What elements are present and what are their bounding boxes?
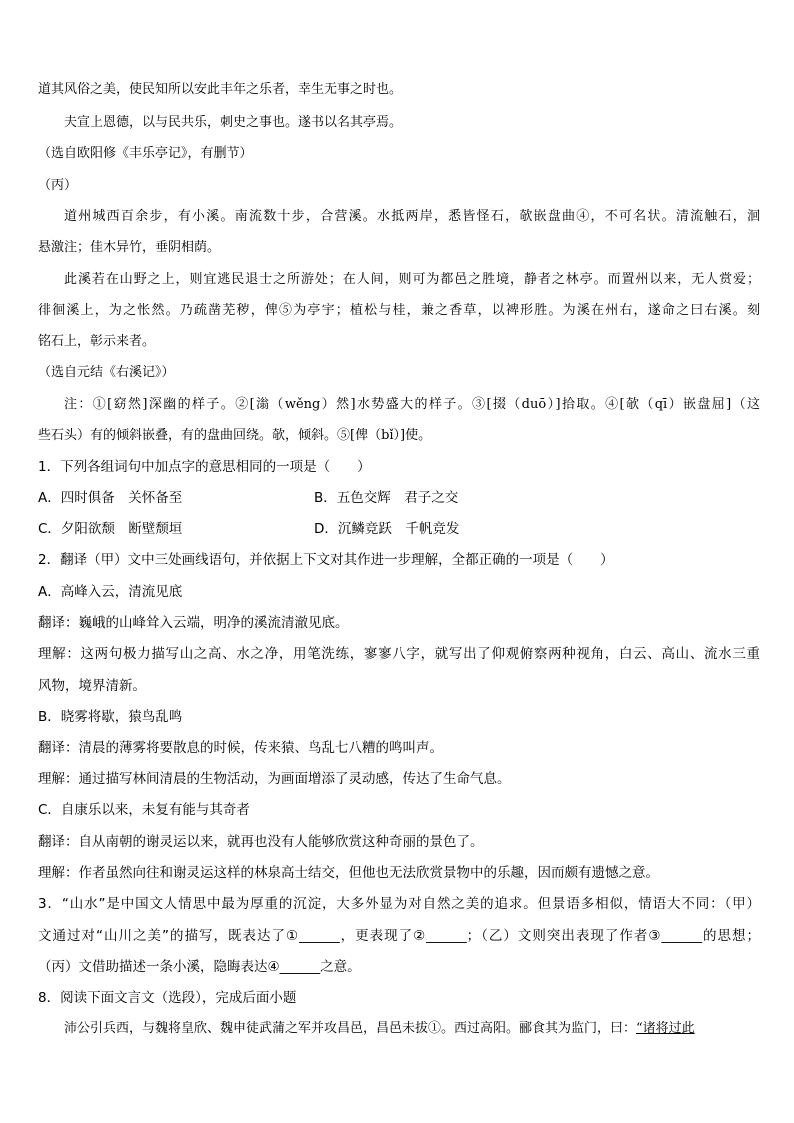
option-c-heading: C．自康乐以来，未复有能与其奇者: [38, 802, 250, 818]
translation-line: 翻译：自从南朝的谢灵运以来，就再也没有人能够欣赏这种奇丽的景色了。: [38, 834, 484, 850]
understanding-line: 理解：作者虽然向往和谢灵运这样的林泉高士结交，但他也无法欣赏景物中的乐趣，因而颇有遗憾之意。: [38, 865, 659, 881]
option-c: C．夕阳欲颓 断壁颓垣: [38, 521, 183, 537]
annotation-line: 些石头）有的倾斜嵌叠，有的盘曲回绕。欹，倾斜。⑤[俾（bǐ）]使。: [38, 428, 432, 443]
section-label: （丙）: [38, 178, 78, 193]
question-2: 2．翻译（甲）文中三处画线语句，并依据上下文对其作进一步理解，全都正确的一项是（ ）: [38, 552, 614, 568]
source-citation: （选自元结《右溪记》）: [38, 365, 175, 380]
translation-line: 翻译：巍峨的山峰耸入云端，明净的溪流清澈见底。: [38, 615, 349, 631]
understanding-line: 风物，境界清新。: [38, 678, 146, 694]
understanding-line: 理解：这两句极力描写山之高、水之净，用笔洗练，寥寥八字，就写出了仰观俯察两种视角，白云、高山、流水三重: [38, 646, 760, 662]
text-line: 此溪若在山野之上，则宜逃民退士之所游处；在人间，则可为都邑之胜境，静者之林亭。而置州以来，无人赏爱；: [64, 272, 760, 287]
understanding-line: 理解：通过描写林间清晨的生物活动，为画面增添了灵动感，传达了生命气息。: [38, 771, 511, 787]
question-3-line: 文通过对“山川之美”的描写，既表达了①______，更表现了②______；（乙）文则突出表现了作者③______的思想；: [38, 928, 760, 944]
text-line: 悬激注；佳木异竹，垂阴相荫。: [38, 240, 221, 255]
option-a: A．四时俱备 关怀备至: [38, 490, 183, 506]
annotation-line: 注：①[窈然]深幽的样子。②[滃（wěng）然]水势盛大的样子。③[掇（duō）]拾取。④[欹（qī）嵌盘屈]（这: [64, 397, 760, 412]
question-3: 3．“山水”是中国文人情思中最为厚重的沉淀，大多外显为对自然之美的追求。但景语多相似，情语大不同：（甲）: [38, 896, 760, 912]
option-a-heading: A．高峰入云，清流见底: [38, 584, 183, 600]
text-line: 道州城西百余步，有小溪。南流数十步，合营溪。水抵两岸，悉皆怪石，欹嵌盘曲④，不可名状。清流触石，洄: [64, 209, 760, 224]
text-line: 道其风俗之美，使民知所以安此丰年之乐者，幸生无事之时也。: [38, 82, 403, 97]
question-3-line: （丙）文借助描述一条小溪，隐晦表达④______之意。: [38, 959, 361, 975]
option-b: B．五色交辉 君子之交: [314, 490, 459, 506]
passage-text: 沛公引兵西，与魏将皇欣、魏申徒武蒲之军并攻昌邑，昌邑未拔①。西过高阳。郦食其为监门，曰：: [64, 1021, 637, 1036]
translation-line: 翻译：清晨的薄雾将要散息的时候，传来猿、鸟乱七八糟的鸣叫声。: [38, 740, 443, 756]
text-line: 夫宣上恩德，以与民共乐，刺史之事也。遂书以名其亭焉。: [64, 115, 403, 130]
options-row-2: [38, 520, 760, 538]
question-1: 1．下列各组词句中加点字的意思相同的一项是（ ）: [38, 459, 371, 475]
option-d: D．沉鳞竞跃 千帆竞发: [314, 521, 460, 537]
option-b-heading: B．晓雾将歇，猿鸟乱鸣: [38, 709, 183, 725]
question-8: 8．阅读下面文言文（选段），完成后面小题: [38, 990, 297, 1006]
text-line: 徘徊溪上，为之怅然。乃疏凿芜秽，俾⑤为亭宇；植松与桂，兼之香草，以裨形胜。为溪在州右，遂命之曰右溪。刻: [38, 303, 760, 318]
text-line: [64, 1020, 760, 1038]
underlined-quote: “诸将过此: [636, 1021, 695, 1036]
source-citation: （选自欧阳修《丰乐亭记》，有删节）: [38, 146, 253, 161]
options-row-1: [38, 489, 760, 507]
text-line: 铭石上，彰示来者。: [38, 334, 156, 349]
